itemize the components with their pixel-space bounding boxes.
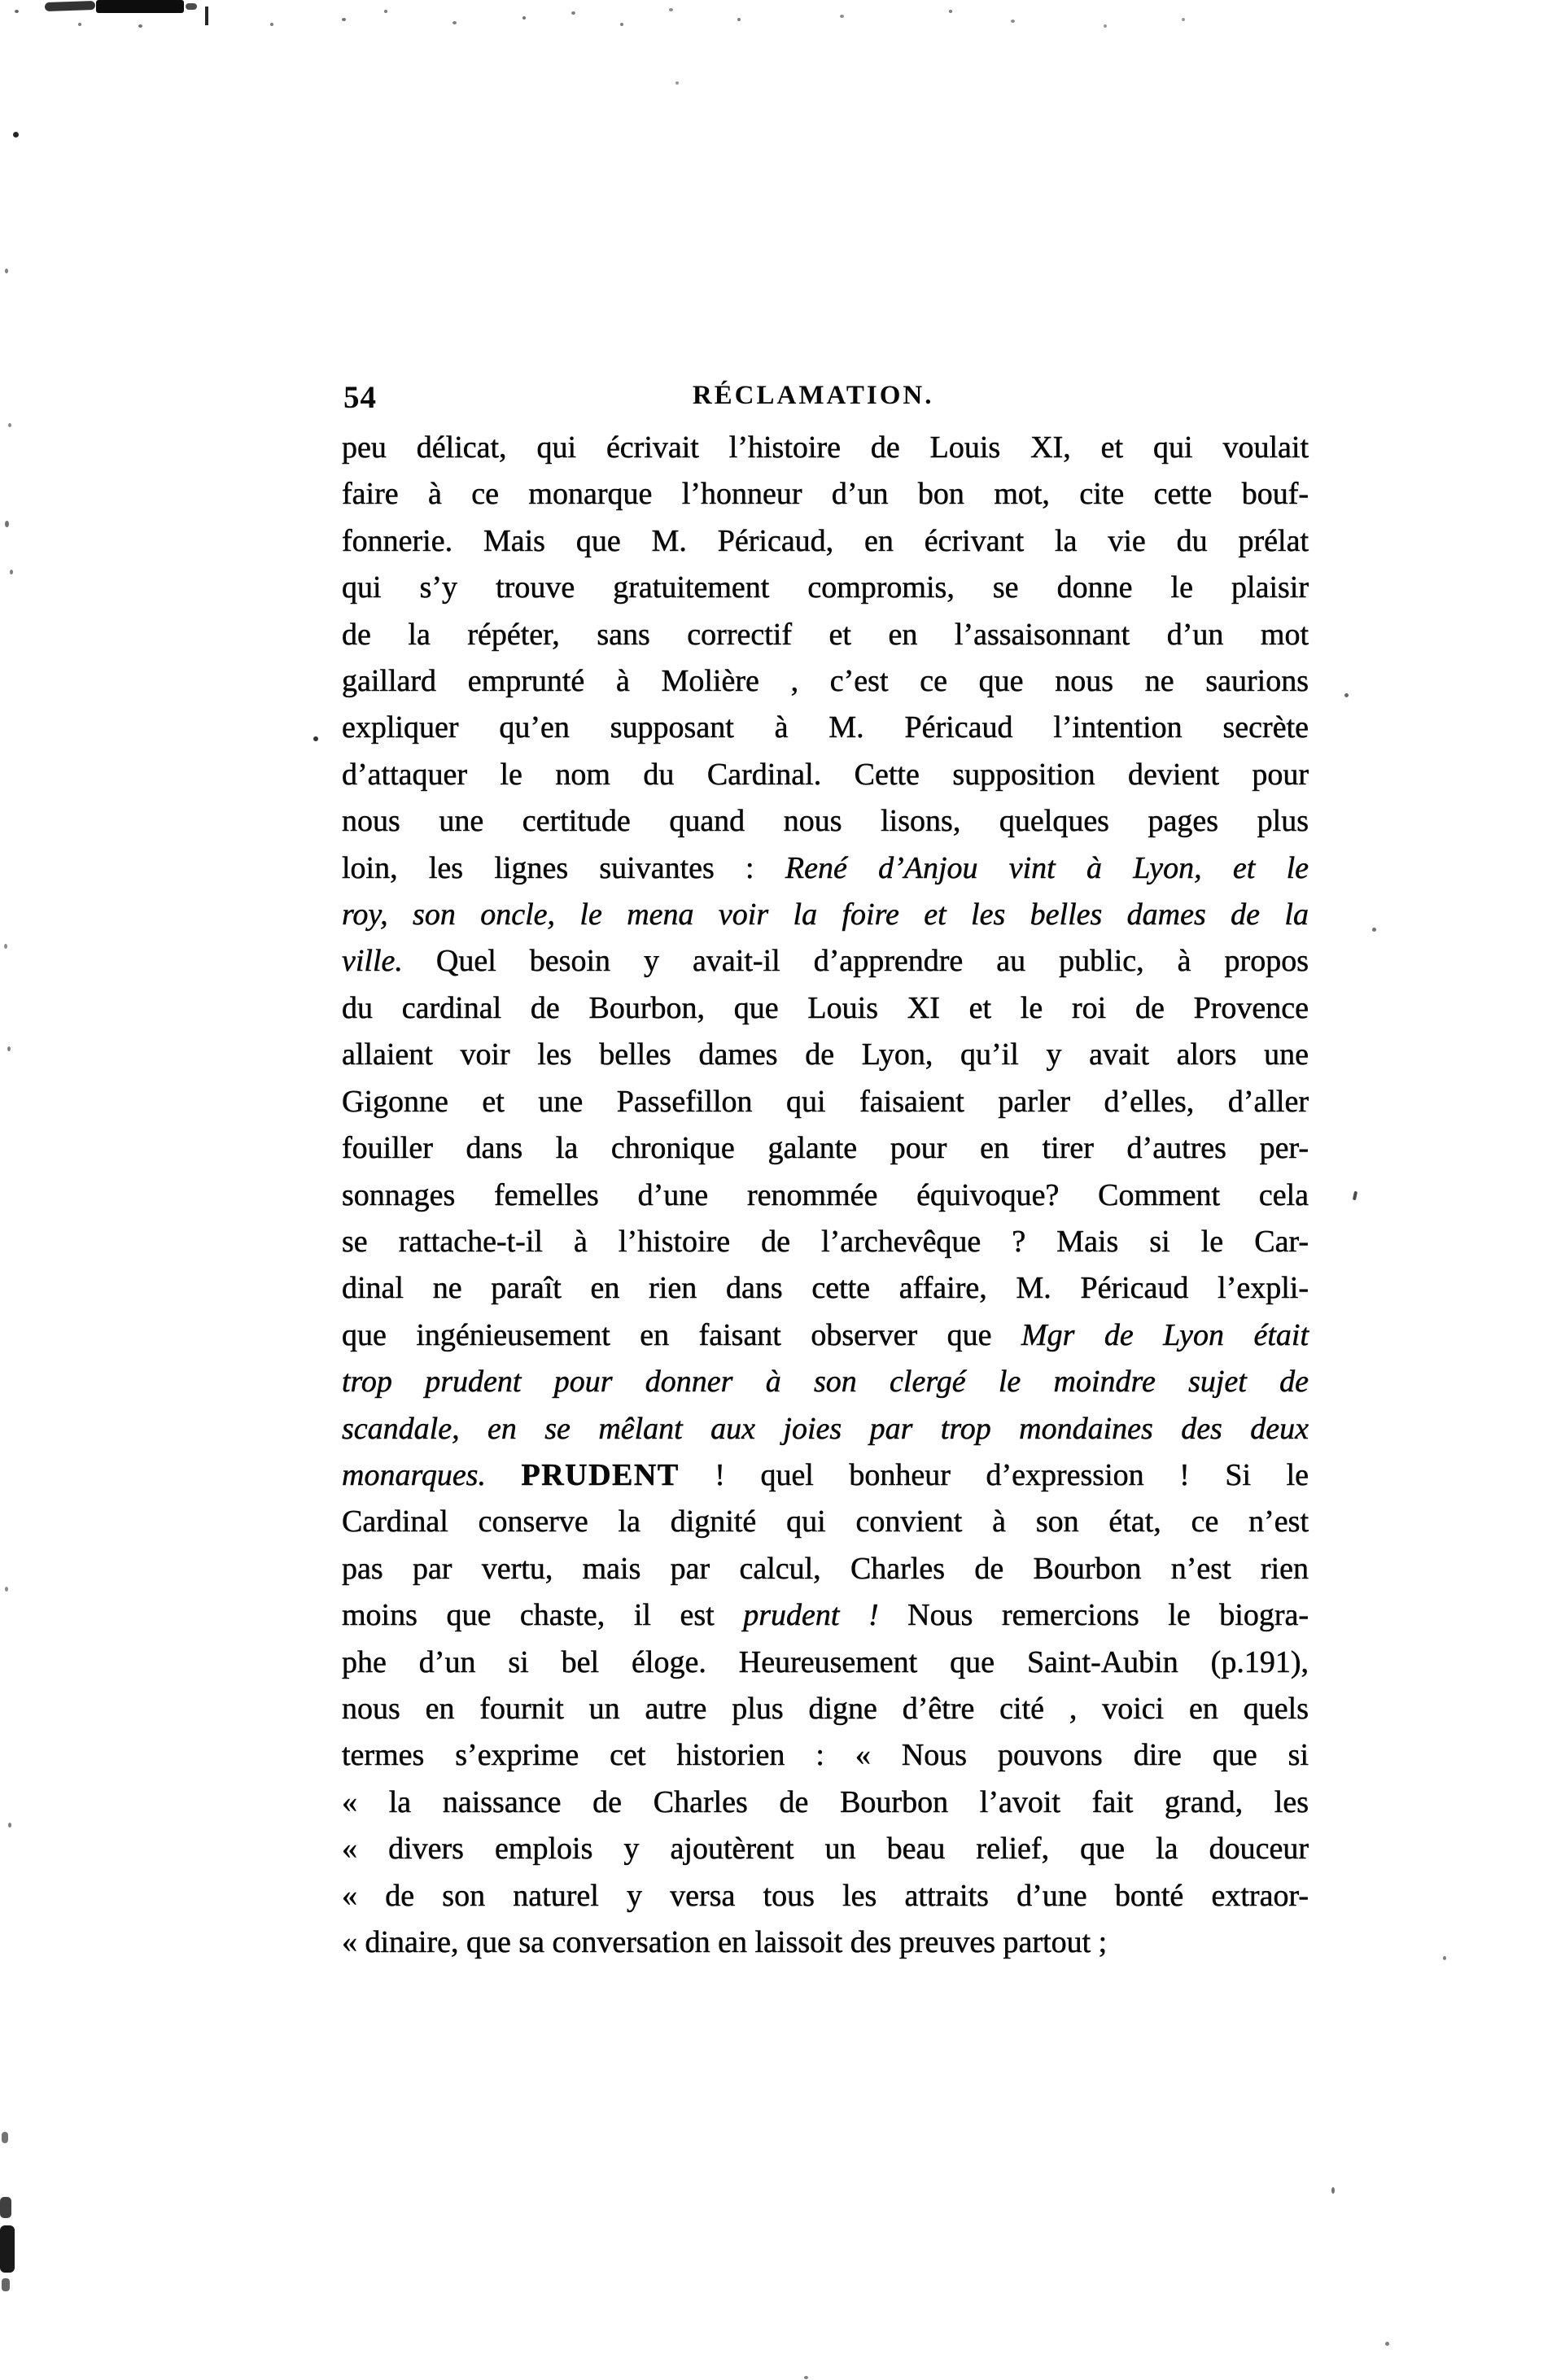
text-line bbox=[342, 1265, 1309, 1312]
text-segment: de la répéter, sans correctif et en l’assaisonnant d’un mot bbox=[342, 617, 1309, 652]
text-line bbox=[342, 1452, 1309, 1499]
text-segment: moins que chaste, il est bbox=[342, 1598, 744, 1633]
text-line bbox=[342, 705, 1309, 751]
text-segment: pas par vertu, mais par calcul, Charles de Bourbon n’est rien bbox=[342, 1551, 1309, 1586]
text-line bbox=[342, 658, 1309, 705]
text-segment: Cardinal conserve la dignité qui convient à son état, ce n’est bbox=[342, 1504, 1309, 1539]
page-number: 54 bbox=[343, 380, 377, 415]
text-segment: nous une certitude quand nous lisons, quelques pages plus bbox=[342, 804, 1309, 839]
text-segment: loin, les lignes suivantes : bbox=[342, 850, 785, 885]
text-line bbox=[342, 1732, 1309, 1779]
text-line bbox=[342, 1873, 1309, 1919]
text-line bbox=[342, 752, 1309, 798]
text-line bbox=[342, 1173, 1309, 1219]
text-line bbox=[342, 1826, 1309, 1872]
text-line bbox=[342, 892, 1309, 938]
text-segment: nous en fournit un autre plus digne d’être cité , voici en quels bbox=[342, 1691, 1309, 1726]
text-segment: que ingénieusement en faisant observer que bbox=[342, 1317, 1021, 1352]
text-segment: qui s’y trouve gratuitement compromis, se donne le plaisir bbox=[342, 570, 1309, 605]
text-segment: Quel besoin y avait-il d’apprendre au public, à propos bbox=[402, 944, 1309, 979]
text-segment: sonnages femelles d’une renommée équivoque? Comment cela bbox=[342, 1177, 1309, 1212]
text-segment: se rattache-t-il à l’histoire de l’archevêque ? Mais si le Car- bbox=[342, 1224, 1309, 1259]
text-line bbox=[342, 1032, 1309, 1078]
text-line bbox=[342, 1919, 1309, 1966]
italic-text-segment: monarques. bbox=[342, 1457, 486, 1492]
italic-text-segment: ville. bbox=[342, 944, 403, 979]
text-line bbox=[342, 1499, 1309, 1545]
text-block bbox=[342, 425, 1309, 1966]
text-line bbox=[342, 425, 1309, 471]
text-line bbox=[342, 1592, 1309, 1639]
text-segment: « divers emplois y ajoutèrent un beau relief, que la douceur bbox=[342, 1832, 1309, 1867]
text-line bbox=[342, 798, 1309, 845]
text-segment: d’attaquer le nom du Cardinal. Cette supposition devient pour bbox=[342, 757, 1309, 792]
text-line bbox=[342, 1359, 1309, 1405]
text-line bbox=[342, 938, 1309, 985]
text-segment: Nous remercions le biogra- bbox=[878, 1598, 1309, 1633]
italic-text-segment: René d’Anjou vint à Lyon, et le bbox=[785, 850, 1309, 885]
text-line bbox=[342, 612, 1309, 658]
text-line bbox=[342, 518, 1309, 565]
text-segment: « la naissance de Charles de Bourbon l’avoit fait grand, les bbox=[342, 1784, 1309, 1819]
text-line bbox=[342, 1406, 1309, 1452]
text-line bbox=[342, 845, 1309, 892]
italic-text-segment: roy, son oncle, le mena voir la foire et les belles dames de la bbox=[342, 897, 1309, 932]
running-header-title: RÉCLAMATION. bbox=[692, 381, 934, 410]
text-segment: allaient voir les belles dames de Lyon, qu’il y avait alors une bbox=[342, 1037, 1309, 1072]
italic-text-segment: Mgr de Lyon était bbox=[1021, 1317, 1309, 1352]
text-line bbox=[342, 1546, 1309, 1592]
text-line bbox=[342, 985, 1309, 1032]
smallcaps-text-segment: PRUDENT bbox=[521, 1457, 680, 1492]
text-line bbox=[342, 565, 1309, 611]
text-segment: dinal ne paraît en rien dans cette affaire, M. Péricaud l’expli- bbox=[342, 1271, 1309, 1306]
text-segment: « de son naturel y versa tous les attraits d’une bonté extraor- bbox=[342, 1878, 1309, 1913]
text-segment: phe d’un si bel éloge. Heureusement que Saint-Aubin (p.191), bbox=[342, 1644, 1309, 1679]
text-line bbox=[342, 1686, 1309, 1732]
text-segment: gaillard emprunté à Molière , c’est ce que nous ne saurions bbox=[342, 664, 1309, 699]
text-segment bbox=[486, 1458, 522, 1492]
text-segment: Gigonne et une Passefillon qui faisaient parler d’elles, d’aller bbox=[342, 1084, 1309, 1119]
text-line bbox=[342, 1219, 1309, 1265]
text-line bbox=[342, 1312, 1309, 1359]
text-segment: « dinaire, que sa conversation en laissoit des preuves partout ; bbox=[342, 1925, 1108, 1959]
text-line bbox=[342, 1640, 1309, 1686]
text-segment: termes s’exprime cet historien : « Nous pouvons dire que si bbox=[342, 1738, 1309, 1773]
text-line bbox=[342, 1125, 1309, 1172]
text-segment: fonnerie. Mais que M. Péricaud, en écrivant la vie du prélat bbox=[342, 523, 1309, 558]
text-segment: faire à ce monarque l’honneur d’un bon mot, cite cette bouf- bbox=[342, 477, 1309, 512]
italic-text-segment: scandale, en se mêlant aux joies par trop mondaines des deux bbox=[342, 1411, 1309, 1446]
text-line bbox=[342, 471, 1309, 517]
text-line bbox=[342, 1780, 1309, 1826]
text-segment: expliquer qu’en supposant à M. Péricaud l’intention secrète bbox=[342, 710, 1309, 745]
text-segment: peu délicat, qui écrivait l’histoire de Louis XI, et qui voulait bbox=[342, 430, 1309, 465]
text-segment: du cardinal de Bourbon, que Louis XI et le roi de Provence bbox=[342, 990, 1309, 1025]
text-segment: ! quel bonheur d’expression ! Si le bbox=[679, 1457, 1309, 1492]
page-header bbox=[342, 378, 1309, 418]
italic-text-segment: trop prudent pour donner à son clergé le moindre sujet de bbox=[342, 1365, 1309, 1400]
text-line bbox=[342, 1079, 1309, 1125]
italic-text-segment: prudent ! bbox=[743, 1598, 879, 1633]
text-segment: fouiller dans la chronique galante pour en tirer d’autres per- bbox=[342, 1131, 1309, 1166]
